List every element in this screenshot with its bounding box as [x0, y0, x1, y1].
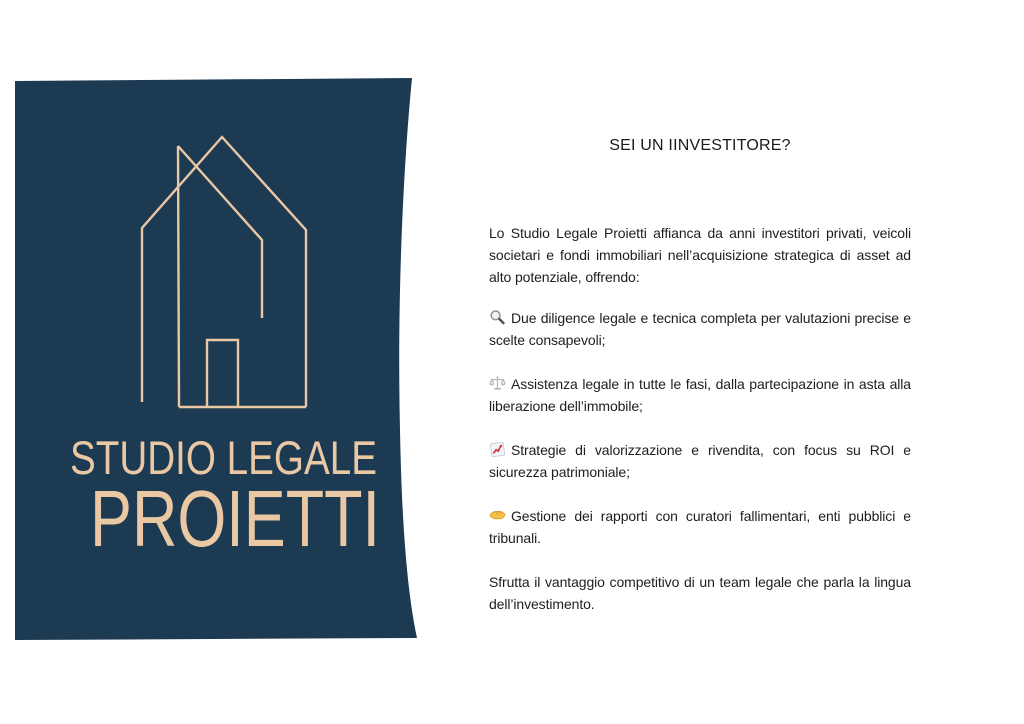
- brand-panel: [0, 0, 440, 724]
- handshake-icon: [489, 507, 506, 524]
- firm-name-line2: PROIETTI: [90, 474, 380, 563]
- bullet-gestione-rapporti: [489, 505, 911, 549]
- bullet-due-diligence: [489, 307, 911, 351]
- closing-paragraph: Sfrutta il vantaggio competitivo di un team legale che parla la lingua dell’investimento.: [489, 574, 911, 612]
- chart-increasing-icon: [489, 441, 506, 458]
- bullet-text: Assistenza legale in tutte le fasi, dalla partecipazione in asta alla liberazione dell’immobile;: [489, 376, 911, 414]
- bullet-text: Gestione dei rapporti con curatori fallimentari, enti pubblici e tribunali.: [489, 508, 911, 546]
- bullet-strategie: [489, 439, 911, 483]
- bullet-text: Due diligence legale e tecnica completa per valutazioni precise e scelte consapevoli;: [489, 310, 911, 348]
- house-inner-wall-line: [178, 146, 179, 407]
- scales-of-justice-icon: [489, 375, 506, 392]
- intro-paragraph: Lo Studio Legale Proietti affianca da anni investitori privati, veicoli societari e fondi immobiliari nell’acquisizione strategica di asset ad alto potenziale, offrendo:: [489, 225, 911, 285]
- firm-name-line1: STUDIO LEGALE: [70, 431, 377, 484]
- bullet-assistenza-legale: [489, 373, 911, 417]
- bullet-text: Strategie di valorizzazione e rivendita, con focus su ROI e sicurezza patrimoniale;: [489, 442, 911, 480]
- page-title: SEI UN IINVESTITORE?: [609, 137, 791, 154]
- magnifier-icon: [489, 309, 506, 326]
